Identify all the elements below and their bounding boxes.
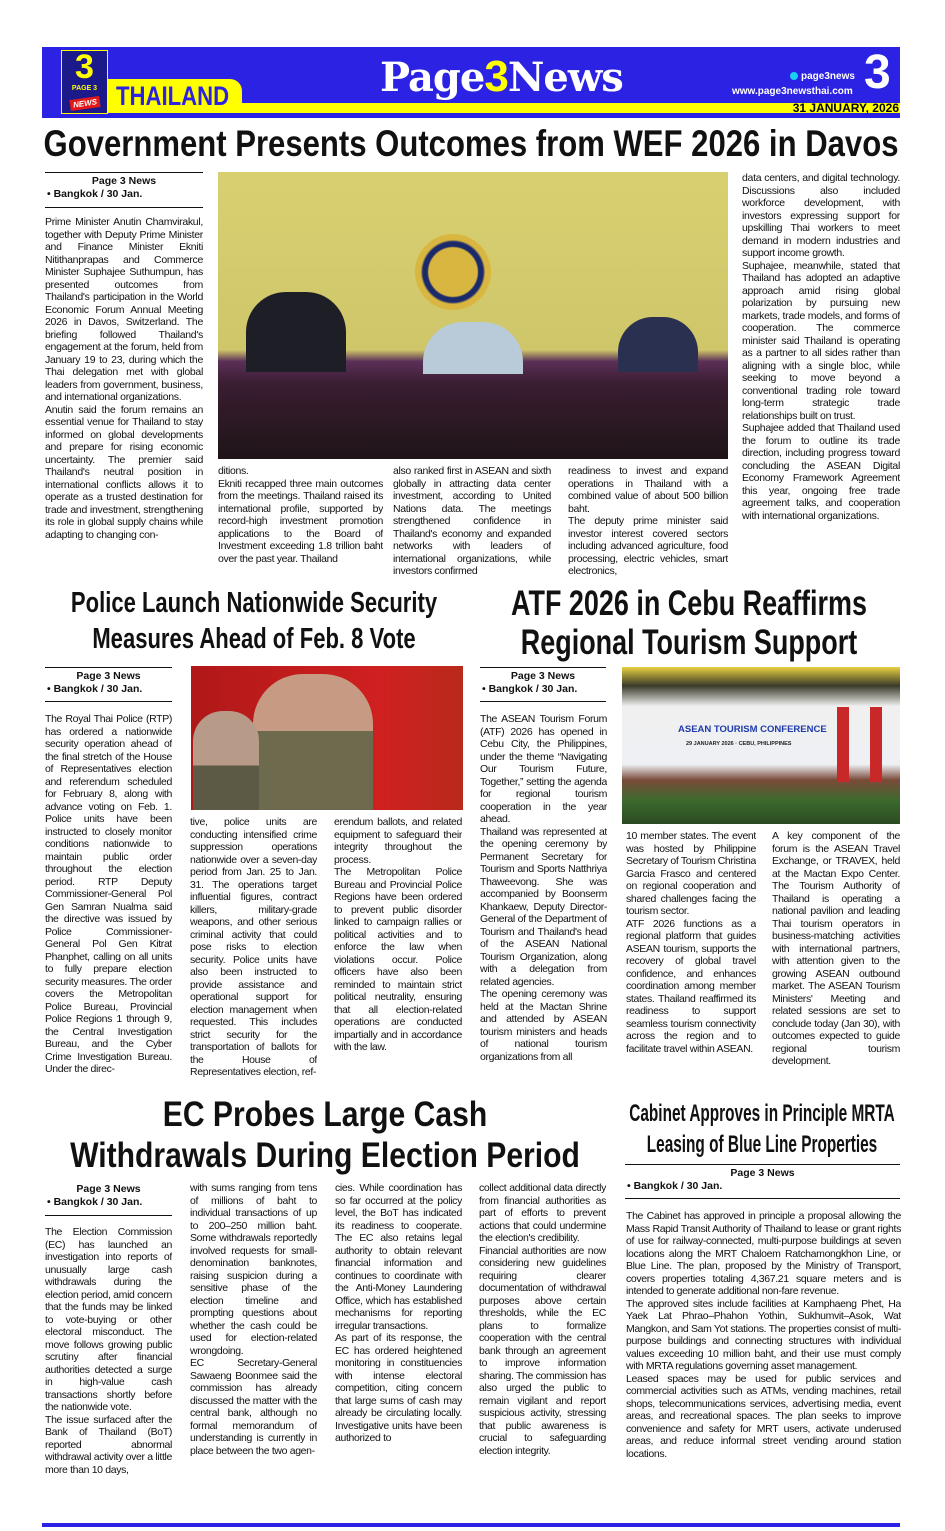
headline-atf bbox=[478, 585, 900, 663]
paragraph: Anutin said the forum remains an essential venue for Thailand to stay informed on global developments and prepare for rising economic uncertainty. The premier said Thailand's neutral position in international conflicts allows it to operate as a trusted destination for trade and investment, strengthening its role in global supply chains while adapting to changing con- bbox=[45, 403, 203, 541]
headline-police bbox=[42, 588, 465, 657]
article-column bbox=[45, 216, 203, 582]
paragraph: The issue surfaced after the Bank of Thailand (BoT) reported abnormal withdrawal activity over a little more than 10 days, bbox=[45, 1413, 172, 1476]
dateline-label: • Bangkok / 30 Jan. bbox=[482, 683, 578, 695]
brand-news: News bbox=[507, 54, 623, 101]
article-column bbox=[45, 713, 172, 1093]
tower-decoration bbox=[870, 707, 882, 782]
brand-three: 3 bbox=[484, 52, 508, 101]
logo-news-badge: NEWS bbox=[69, 96, 100, 111]
paragraph: Financial authorities are now considering new guidelines requiring clearer documentation of withdrawal purposes above certain thresholds, while the EC plans to formalize cooperation with the central bank through an agreement to improve information sharing. The commission has also urged the public to remain vigilant and report suspicious activity, stressing that public awareness is crucial to safeguarding election integrity. bbox=[479, 1244, 606, 1457]
paragraph: data centers, and digital technology. Discussions also included workforce development, with investors expressing support for upskilling Thai workers to meet demand in modern industries and support income growth. bbox=[742, 172, 900, 259]
paragraph: with sums ranging from tens of millions of baht to individual transactions of up to 200–250 million baht. Some withdrawals reportedly involved requests for small-denomination banknotes, raising suspicion during a sensitive phase of the election timeline and prompting questions about whether the cash could be used for election-related wrongdoing. bbox=[190, 1182, 317, 1357]
paragraph: The ASEAN Tourism Forum (ATF) 2026 has opened in Cebu City, the Philippines, under the theme “Navigating Our Tourism Future, Together,” setting the agenda for regional tourism cooperation in the year ahead. bbox=[480, 713, 607, 825]
article-column bbox=[190, 816, 317, 1094]
paragraph: The opening ceremony was held at the Mactan Shrine and attended by ASEAN tourism ministers and heads of national tourism organizations from all bbox=[480, 988, 607, 1063]
paragraph: Leased spaces may be used for public services and commercial activities such as ATMs, vending machines, retail shops, telecommunications services, advertising media, event areas, and recreational spaces. The plan seeks to improve convenience and safety for MRT users, activate underused areas, and reduce informal street vending around station locations. bbox=[626, 1372, 901, 1460]
article-column bbox=[772, 830, 900, 1096]
footer-rule bbox=[42, 1523, 900, 1527]
paragraph: collect additional data directly from financial authorities as part of efforts to prevent actions that could undermine the election's credibility. bbox=[479, 1182, 606, 1244]
paragraph: The Cabinet has approved in principle a proposal allowing the Mass Rapid Transit Authority of Thailand to lease or grant rights of use for railway-connected, multi-purpose buildings at seven locations along the MRT Chaloem Ratchamongkhon Line, or Blue Line. The plan, proposed by the Ministry of Transport, covers properties totaling 4,367.21 square meters and is intended to generate additional non-fare revenue. bbox=[626, 1210, 901, 1297]
officer-figure bbox=[253, 674, 373, 810]
paragraph: tive, police units are conducting intensified crime suppression operations nationwide over a seven-day period from Jan. 25 to Jan. 31. The operations target influential figures, contract killers, military-grade weapons, and other serious criminal activity that could pose risks to election security. Police units have also been instructed to provide assistance and operational support for election management when requested. This includes strict security for the transportation of ballots for the House of Representatives election, ref- bbox=[190, 816, 317, 1078]
photo-police-officer bbox=[191, 666, 463, 810]
headline-line: Leasing of Blue Line Properties bbox=[646, 1130, 878, 1158]
social-handle-text: page3news bbox=[801, 71, 855, 82]
headline-line: Government Presents Outcomes from WEF 2026 in Davos bbox=[43, 123, 899, 164]
headline-line: EC Probes Large Cash bbox=[162, 1095, 488, 1134]
issue-date: 31 JANUARY, 2026 bbox=[792, 101, 899, 115]
officer-foreground bbox=[193, 711, 259, 810]
source-label: Page 3 News bbox=[730, 1167, 795, 1179]
paragraph: ditions. bbox=[218, 465, 249, 477]
paragraph: The Royal Thai Police (RTP) has ordered a nationwide security operation ahead of the final stretch of the House of Representatives election and referendum scheduled for February 8, along with advance voting on Feb. 1. Police units have been instructed to closely monitor conditions nationwide to maintain public order throughout the election period. RTP Deputy Commissioner-General Pol Gen Samran Nualma said the directive was issued by Police Commissioner-General Pol Gen Kitrat Phanphet, calling on all units to fully prepare election security measures. The order covers the Metropolitan Police Bureau, Provincial Police Regions 1 through 9, the Central Investigation Bureau, and the Cyber Crime Investigation Bureau. Under the direc- bbox=[45, 713, 172, 1075]
paragraph: A key component of the forum is the ASEAN Travel Exchange, or TRAVEX, held at the Mactan Expo Center. The Tourism Authority of Thailand is operating a national pavilion and leading Thai tourism operators in business-matching activities with international partners, with attention given to the growing ASEAN outbound market. The ASEAN Tourism Ministers' Meeting and related sessions are set to conclude today (Jan 30), with outcomes expected to guide regional tourism development. bbox=[772, 830, 900, 1067]
website-url: www.page3newsthai.com bbox=[732, 86, 853, 97]
speaker-center bbox=[423, 322, 523, 374]
paragraph: Suphajee added that Thailand used the forum to outline its trade direction, including progress toward concluding the ASEAN Digital Economy Framework Agreement this year, ongoing free trade agreement talks, and cooperation with international organizations. bbox=[742, 422, 900, 522]
headline-line: Withdrawals During Election Period bbox=[70, 1136, 580, 1176]
paragraph: readiness to invest and expand operations in Thailand with a combined value of about 500 billion baht. bbox=[568, 465, 728, 515]
article-column bbox=[218, 465, 383, 581]
article-column bbox=[568, 465, 728, 581]
logo-number: 3 bbox=[75, 50, 94, 86]
dateline-label: • Bangkok / 30 Jan. bbox=[627, 1180, 723, 1192]
paragraph: Prime Minister Anutin Chamvirakul, together with Deputy Prime Minister and Finance Minister Ekniti Nitithanprapas and Commerce Minister Suphajee Suthumpun, has presented outcomes from Thailand's participation in the World Economic Forum Annual Meeting 2026 in Davos, Switzerland. The briefing followed Thailand's engagement at the forum, held from January 19 to 23, during which the Thai delegation met with global leaders from government, business, and international organizations. bbox=[45, 216, 203, 403]
dateline-ec bbox=[45, 1181, 172, 1216]
paragraph: The deputy prime minister said investor interest covered sectors including advanced agriculture, food processing, electric vehicles, smart electronics, bbox=[568, 515, 728, 577]
article-column bbox=[626, 830, 756, 1096]
conference-banner-subtitle: 29 JANUARY 2026 · CEBU, PHILIPPINES bbox=[686, 741, 792, 747]
article-column bbox=[335, 1182, 462, 1488]
article-column bbox=[742, 172, 900, 576]
paragraph: As part of its response, the EC has ordered heightened monitoring in constituencies with intense electoral competition, citing concern that large sums of cash may already be circulating locally. Investigative units have been authorized to bbox=[335, 1332, 462, 1444]
dateline-wef bbox=[45, 172, 203, 208]
page3-logo bbox=[61, 50, 108, 114]
speaker-left bbox=[246, 292, 346, 372]
headline-wef bbox=[42, 124, 900, 165]
headline-line: Police Launch Nationwide Security bbox=[70, 587, 437, 619]
dateline-label: • Bangkok / 30 Jan. bbox=[47, 188, 143, 200]
article-column bbox=[480, 713, 607, 1093]
photo-wef-press-briefing bbox=[218, 172, 728, 459]
photo-asean-tourism-conference bbox=[622, 667, 900, 824]
paragraph: Ekniti recapped three main outcomes from the meetings. Thailand raised its international profile, supported by record-high investment promotion applications to the Board of Investment exceeding 1.8 trillion baht over the past year. Thailand bbox=[218, 477, 383, 565]
headline-line: Regional Tourism Support bbox=[520, 623, 858, 663]
social-icon bbox=[790, 72, 798, 80]
paragraph: The Metropolitan Police Bureau and Provincial Police Regions have been ordered to prevent public disorder linked to campaign rallies or political activities and to enforce the law when violations occur. Police officers have also been reminded to maintain strict political neutrality, ensuring that all election-related operations are conducted impartially and in accordance with the law. bbox=[334, 866, 462, 1053]
paragraph: 10 member states. The event was hosted by Philippine Secretary of Tourism Christina Garcia Frasco and centered on regional cooperation and shared challenges facing the tourism sector. bbox=[626, 830, 756, 917]
dateline-mrta bbox=[625, 1164, 900, 1199]
dateline-police bbox=[45, 667, 172, 702]
brand-page: Page bbox=[380, 54, 485, 101]
article-column bbox=[393, 465, 551, 581]
logo-page-text: PAGE 3 bbox=[71, 85, 98, 92]
conference-banner-title: ASEAN TOURISM CONFERENCE bbox=[678, 724, 827, 735]
thai-government-emblem-icon bbox=[415, 234, 491, 310]
paragraph: Thailand was represented at the opening ceremony by Permanent Secretary for Tourism and Sports Natthriya Thaweevong. She was accompanied by Boonserm Khankaew, Deputy Director-General of the Department of Tourism and Thailand's head of the ASEAN National Tourism Organization, along with a delegation from related agencies. bbox=[480, 825, 607, 988]
paragraph: cies. While coordination has so far occurred at the policy level, the BoT has indicated its readiness to cooperate. The EC also retains legal authority to obtain relevant financial information and continues to coordinate with the Anti-Money Laundering Office, which has established mechanisms for reporting irregular transactions. bbox=[335, 1182, 462, 1332]
paragraph: The Election Commission (EC) has launched an investigation into reports of unusually large cash withdrawals during the election period, amid concern that the funds may be linked to vote-buying or other electoral misconduct. The move follows growing public scrutiny after financial authorities detected a surge in high-value cash transactions shortly before the nationwide vote. bbox=[45, 1226, 172, 1413]
paragraph: EC Secretary-General Sawaeng Boonmee said the commission has already discussed the matter with the central bank, although no formal memorandum of understanding is currently in place between the two agen- bbox=[190, 1357, 317, 1457]
paragraph: erendum ballots, and related equipment to safeguard their integrity throughout the process. bbox=[334, 816, 462, 866]
social-handle bbox=[790, 71, 855, 83]
headline-mrta bbox=[622, 1101, 902, 1159]
paragraph: also ranked first in ASEAN and sixth globally in attracting data center investment, according to United Nations data. The meetings strengthened confidence in Thailand's economy and expanded networks with leaders of international organizations, while investors confirmed bbox=[393, 465, 551, 577]
headline-ec bbox=[42, 1096, 608, 1176]
article-column bbox=[334, 816, 462, 1094]
dateline-label: • Bangkok / 30 Jan. bbox=[47, 1196, 143, 1208]
paragraph: The approved sites include facilities at Kamphaeng Phet, Ha Yaek Lat Phrao–Phahon Yothin, Sukhumvit–Asok, Wat Mangkon, and Sam Yot stations. The properties consist of multi-purpose buildings and connecting structures with individual values exceeding 10 million baht, and their use must comply with MRTA regulations governing asset management. bbox=[626, 1297, 901, 1372]
source-label: Page 3 News bbox=[91, 175, 157, 187]
headline-line: Cabinet Approves in Principle MRTA bbox=[629, 1100, 895, 1127]
paragraph: ATF 2026 functions as a regional platform that guides ASEAN tourism, supports the recovery of global travel confidence, and enhances coordination among member states. Thailand reaffirmed its readiness to support seamless tourism connectivity across the region and to facilitate travel within ASEAN. bbox=[626, 917, 756, 1055]
article-column bbox=[45, 1226, 172, 1490]
speaker-right bbox=[618, 317, 698, 372]
source-label: Page 3 News bbox=[76, 1183, 141, 1195]
article-column bbox=[626, 1210, 901, 1490]
headline-line: ATF 2026 in Cebu Reaffirms bbox=[511, 584, 867, 623]
paragraph: Suphajee, meanwhile, stated that Thailand has adopted an adaptive approach amid rising global polarization by pursuing new markets, trade models, and forms of cooperation. The commerce minister said Thailand is operating as a partner to all sides rather than aligning with a single bloc, while seeking to move beyond a conventional trading role toward long-term strategic trade relationships built on trust. bbox=[742, 259, 900, 422]
masthead-brand bbox=[380, 52, 623, 102]
source-label: Page 3 News bbox=[510, 670, 576, 682]
tower-decoration bbox=[837, 707, 849, 782]
dateline-atf bbox=[480, 667, 606, 702]
source-label: Page 3 News bbox=[76, 670, 141, 682]
article-column bbox=[190, 1182, 317, 1488]
page-number: 3 bbox=[864, 46, 891, 99]
article-column bbox=[479, 1182, 606, 1488]
dateline-label: • Bangkok / 30 Jan. bbox=[47, 683, 143, 695]
headline-line: Measures Ahead of Feb. 8 Vote bbox=[91, 623, 416, 656]
region-label: THAILAND bbox=[116, 81, 230, 111]
